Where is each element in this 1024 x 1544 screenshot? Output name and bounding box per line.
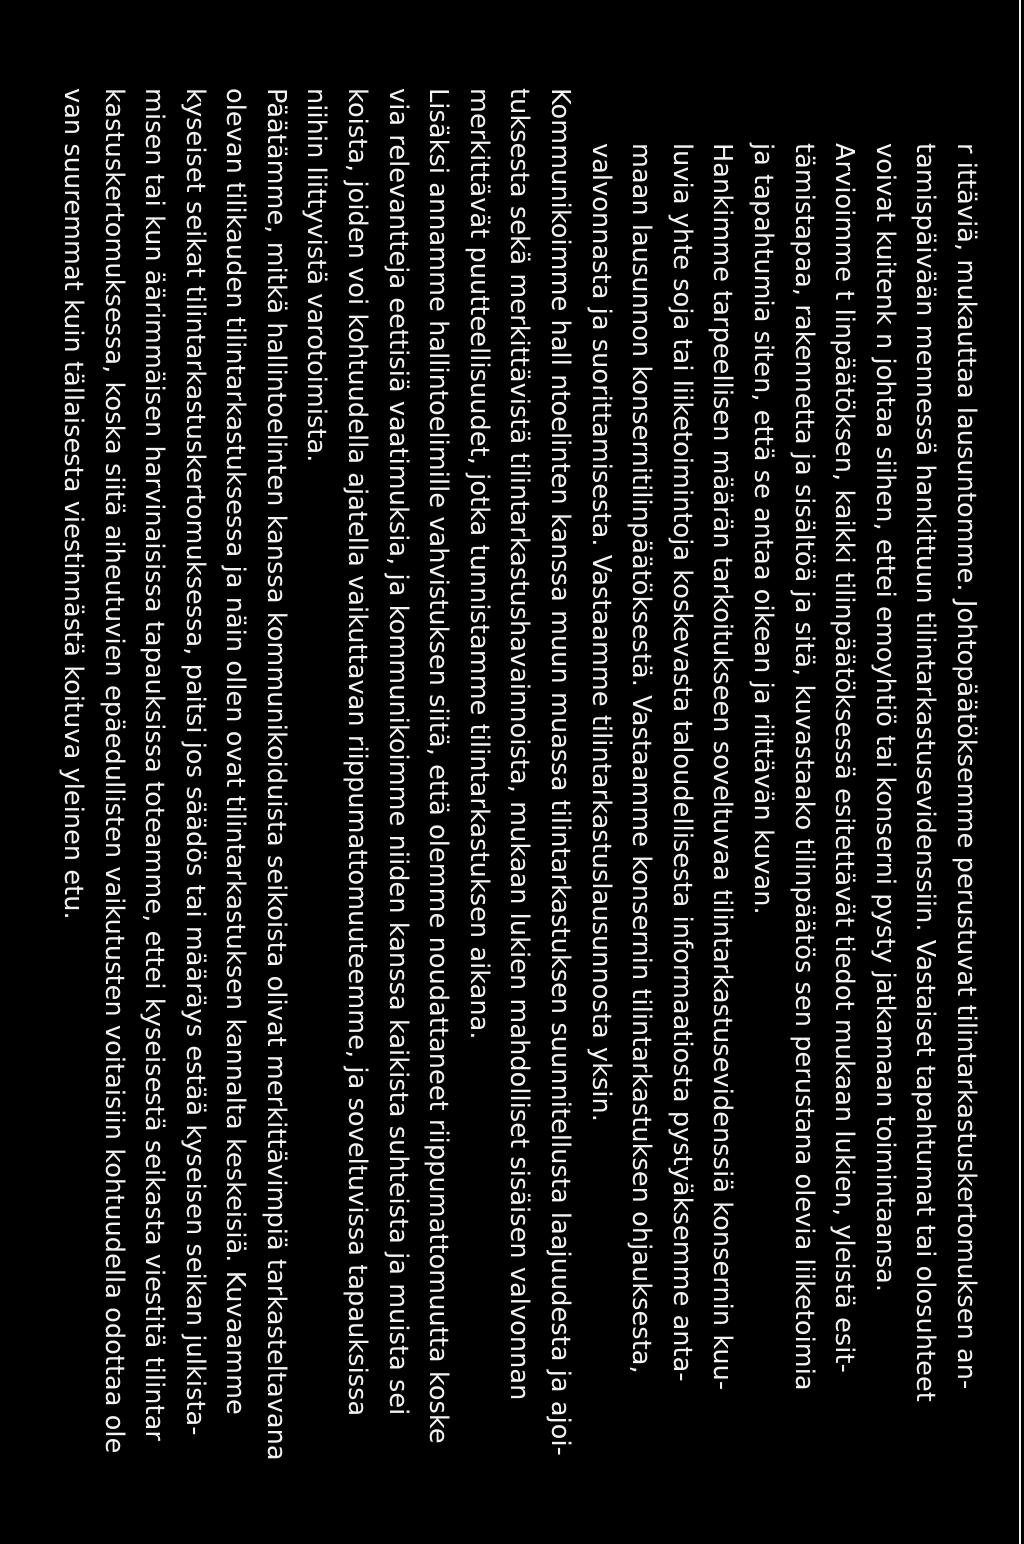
document-body [52, 88, 986, 1538]
paragraph-communication [458, 88, 580, 1538]
text-line: tämistapaa, rakennetta ja sisältöä ja sitä, kuvastaako tilinpäätös sen perustana olevia liiketoimia [788, 143, 819, 1391]
text-line: Kommunikoimme hall ntoelinten kanssa muun muassa tilintarkastuksen suunnitellusta laajuudesta ja ajoi- [545, 88, 576, 1456]
paragraph-independence [296, 88, 458, 1538]
text-line: tuksesta sekä merkittävistä tilintarkastushavainnoista, mukaan lukien mahdolliset sisäisen valvonnan [504, 88, 535, 1401]
text-line: r ittäviä, mukauttaa lausuntomme. Johtopäätöksemme perustuvat tilintarkastuskertomuksen an- [951, 143, 981, 1390]
text-line: maan lausunnon konsernitilinpäätöksestä. Vastaamme konsernin tilintarkastuksen ohjauksesta, [626, 143, 657, 1374]
text-line: via relevantteja eettisiä vaatimuksia, ja kommunikoimme niiden kanssa kaikista suhteista ja muista sei [382, 88, 413, 1416]
text-line: Arvioimme t linpäätöksen, kaikki tilinpäätöksessä esitettävät tiedot mukaan lukien, yleistä esit- [829, 143, 860, 1373]
text-line: kyseiset seikat tilintarkastuskertomuksessa, paitsi jos säädös tai määräys estää kyseisen seikan julkista- [179, 88, 210, 1436]
paragraph-key-audit-matters [52, 88, 296, 1538]
paragraph-presentation [742, 88, 864, 1538]
paragraph-going-concern [864, 88, 986, 1538]
text-line: tamispäivään mennessä hankittuun tilintarkastusevidenssiin. Vastaiset tapahtumat tai olosuhteet [910, 143, 941, 1402]
text-line: Päätämme, mitkä hallintoelinten kanssa kommunikoiduista seikoista olivat merkittävimpiä tarkasteltavana [260, 88, 291, 1461]
text-line: niihin liittyvistä varotoimista. [301, 88, 332, 463]
text-line: merkittävät puutteellisuudet, jotka tunnistamme tilintarkastuksen aikana. [463, 88, 494, 1040]
text-line: voivat kuitenk n johtaa siihen, ettei emoyhtiö tai konserni pysty jatkamaan toimintaansa. [869, 143, 900, 1293]
text-line: Lisäksi annamme hallintoelimille vahvistuksen siitä, että olemme noudattaneet riippumattomuutta koske [423, 88, 454, 1444]
paragraph-group-evidence [580, 88, 742, 1538]
text-line: koista, joiden voi kohtuudella ajatella vaikuttavan riippumattomuuteemme, ja soveltuvissa tapauksissa [342, 88, 373, 1417]
text-line: kastuskertomuksessa, koska siitä aiheutuvien epäedullisten vaikutusten voitaisiin kohtuudella odottaa ole [98, 88, 129, 1454]
text-line: Hankimme tarpeellisen määrän tarkoitukseen soveltuvaa tilintarkastusevidenssiä konsernin kuu- [707, 143, 738, 1391]
text-line: olevan tilikauden tilintarkastuksessa ja näin ollen ovat tilintarkastuksen kannalta keskeisiä. Kuvaamme [220, 88, 251, 1415]
text-line: luvia yhte soja tai liiketoimintoja koskevasta taloudellisesta informaatiosta pystyäksemme anta- [666, 143, 697, 1382]
text-line: misen tai kun äärimmäisen harvinaisissa tapauksissa toteamme, ettei kyseisestä seikasta viestitä tilintar [139, 88, 170, 1441]
text-line: valvonnasta ja suorittamisesta. Vastaamme tilintarkastuslausunnosta yksin. [585, 143, 616, 1122]
text-line: ja tapahtumia siten, että se antaa oikean ja riittävän kuvan. [748, 143, 779, 915]
text-line: van suuremmat kuin tällaisesta viestinnästä koituva yleinen etu. [57, 88, 88, 920]
